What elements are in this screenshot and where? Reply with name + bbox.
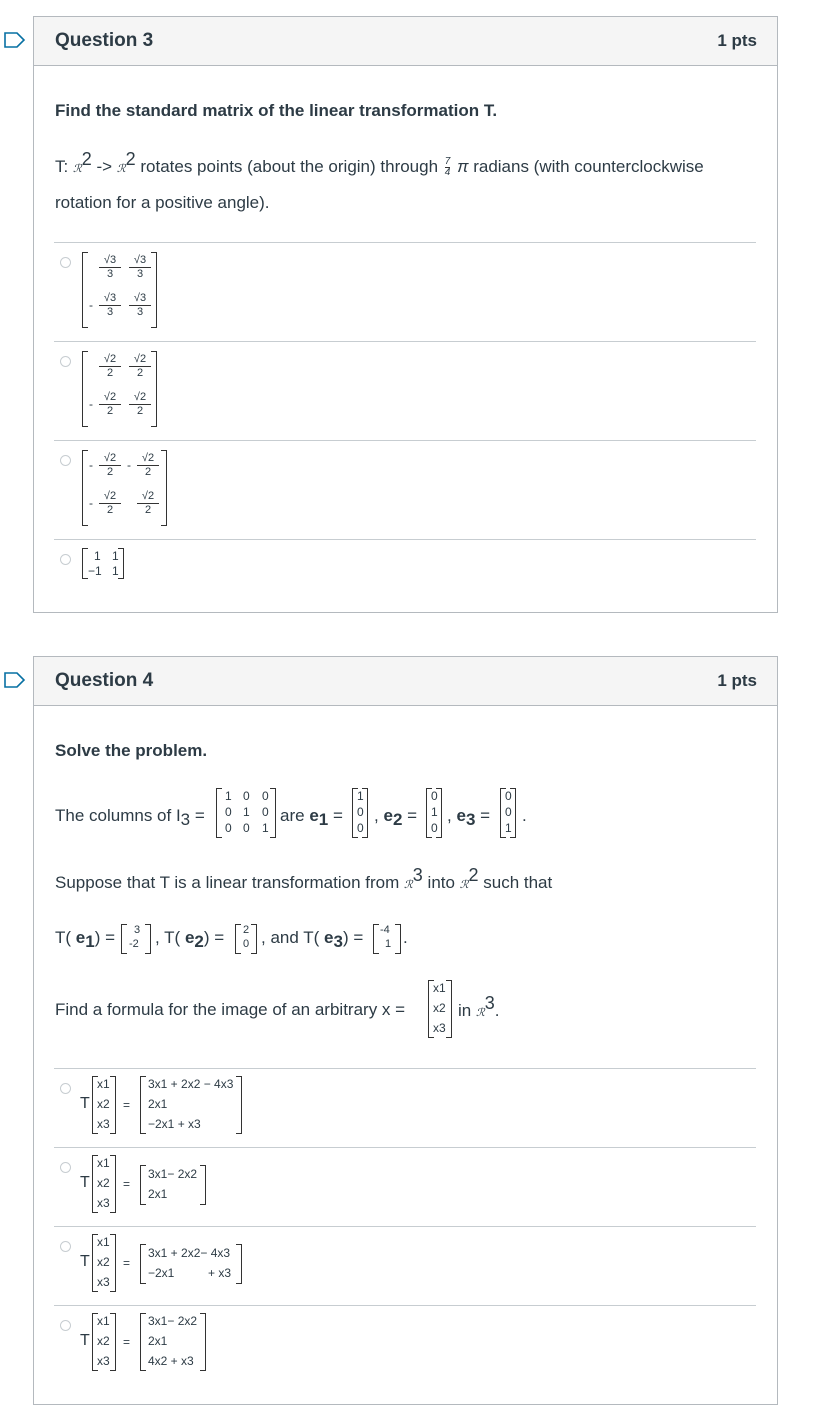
question-text-line1: T: ℛ2 -> ℛ2 rotates points (about the origin) through $\frac{7}{4}$ π radians (with counterclockwise [55,149,704,179]
divider [54,1068,756,1069]
are-text: are e1 = [280,806,343,829]
answer-matrix-1[interactable]: $\frac{√3}{3}$ $\frac{√3}{3}$ - $\frac{√3}{3}$ $\frac{√3}{3}$ [82,252,157,328]
question-4-header [34,657,777,706]
period: . [522,806,527,825]
answer-matrix-1[interactable]: 3x1 + 2x2 − 4x3 2x1 −2x1 + x3 [140,1076,242,1134]
in-r3-text: in ℛ3. [458,993,500,1020]
flag-question-icon[interactable] [4,672,26,688]
x-vector[interactable]: x1 x2 x3 [92,1155,116,1213]
t-e1-vector: 3 -2 [121,924,151,954]
answer-radio-4[interactable] [60,1320,71,1331]
answer-radio-3[interactable] [60,1241,71,1252]
find-text: Find a formula for the image of an arbitrary x = [55,1000,406,1019]
answer-radio-1[interactable] [60,1083,71,1094]
answer-matrix-3[interactable]: 3x1 + 2x2− 4x3 −2x1 + x3 [140,1244,242,1284]
t-label: T [80,1332,90,1349]
t-e3-label: , and T( e3) = [261,928,364,951]
t-e2-vector: 2 0 [235,924,257,954]
answer-radio-1[interactable] [60,257,71,268]
equals: = [123,1256,131,1270]
answer-matrix-4[interactable]: 1 1 −1 1 [82,548,124,579]
divider [54,1147,756,1148]
divider [54,1305,756,1306]
answer-radio-4[interactable] [60,554,71,565]
divider [54,341,756,342]
e2-label: , e2 = [374,806,418,829]
question-title: Question 3 [55,30,154,51]
answer-matrix-2[interactable]: $\frac{√2}{2}$ $\frac{√2}{2}$ - $\frac{√2}{2}$ $\frac{√2}{2}$ [82,351,157,427]
flag-question-icon[interactable] [4,32,26,48]
columns-text: The columns of I3 = [55,806,205,829]
t-e1-label: T( e1) = [55,928,116,951]
question-instruction: Find the standard matrix of the linear transformation T. [55,101,498,120]
identity-matrix: 1 0 0 0 1 0 0 0 1 [216,788,276,838]
x-vector[interactable]: x1 x2 x3 [92,1234,116,1292]
t-label: T [80,1253,90,1270]
question-instruction: Solve the problem. [55,741,208,760]
question-points: 1 pts [717,671,757,690]
x-vector: x1 x2 x3 [428,980,452,1038]
e2-vector: 0 1 0 [426,788,442,838]
question-3-card [33,16,778,613]
divider [54,440,756,441]
t-e3-vector: -4 1 [373,924,401,954]
answer-matrix-2[interactable]: 3x1− 2x2 2x1 [140,1165,206,1205]
answer-matrix-3[interactable]: - $\frac{√2}{2}$ - $\frac{√2}{2}$ - $\frac{√2}{2}$ $\frac{√2}{2}$ [82,450,167,526]
e3-vector: 0 0 1 [500,788,516,838]
t-e2-label: , T( e2) = [155,928,225,951]
x-vector[interactable]: x1 x2 x3 [92,1313,116,1371]
divider [54,242,756,243]
e1-vector: 1 0 0 [352,788,368,838]
divider [54,539,756,540]
suppose-text: Suppose that T is a linear transformation from ℛ3 into ℛ2 such that [55,865,553,892]
question-text-line2: rotation for a positive angle). [55,193,270,212]
question-3-header [34,17,777,66]
answer-radio-3[interactable] [60,455,71,466]
t-label: T [80,1095,90,1112]
question-points: 1 pts [717,31,757,50]
answer-radio-2[interactable] [60,356,71,367]
equals: = [123,1335,131,1349]
equals: = [123,1098,131,1112]
period: . [403,928,408,947]
question-title: Question 4 [55,670,154,691]
real-numbers-symbol: ℛ [72,162,82,175]
equals: = [123,1177,131,1191]
x-vector[interactable]: x1 x2 x3 [92,1076,116,1134]
answer-matrix-4[interactable]: 3x1− 2x2 2x1 4x2 + x3 [140,1313,206,1371]
divider [54,1226,756,1227]
e3-label: , e3 = [447,806,491,829]
question-4-card [33,656,778,1405]
t-label: T [80,1174,90,1191]
answer-radio-2[interactable] [60,1162,71,1173]
